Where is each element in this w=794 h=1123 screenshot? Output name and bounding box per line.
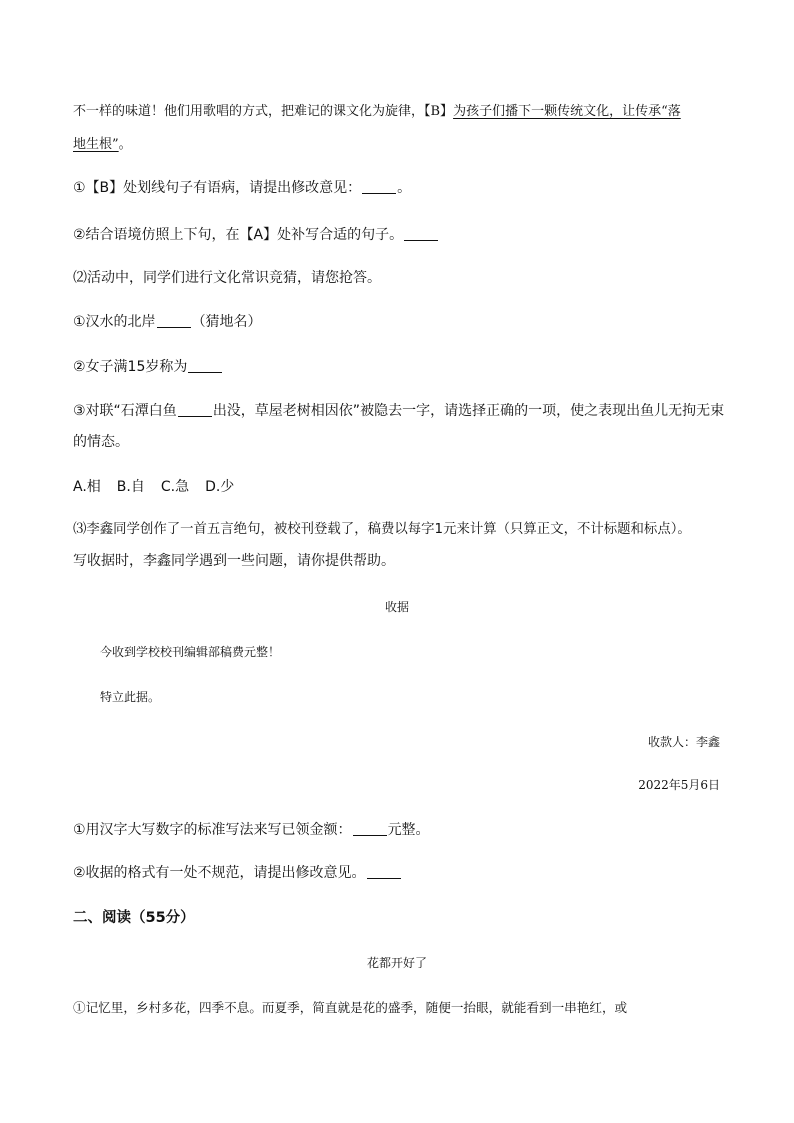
receipt-body: 今收到学校校刊编辑部稿费元整！ — [100, 645, 281, 659]
article-title: 花都开好了 — [366, 956, 427, 970]
question-2-3-end — [73, 432, 129, 452]
question-text: ②收据的格式有一处不规范，请提出修改意见。 — [73, 865, 366, 881]
question-text-end: 元整。 — [387, 822, 430, 838]
answer-blank[interactable] — [188, 358, 222, 373]
question-3 — [73, 520, 691, 540]
period: 。 — [118, 137, 132, 152]
question-2-1 — [73, 312, 262, 332]
answer-blank[interactable] — [353, 821, 387, 836]
question-3-cont — [73, 551, 395, 571]
question-text-cont: 出没，草屋老树相因依”被隐去一字，请选择正确的一项，使之表现出鱼儿无拘无束 — [212, 403, 725, 419]
passage-line-2 — [73, 135, 132, 155]
underlined-sentence-b-end: 地生根” — [73, 137, 119, 152]
choice-options — [73, 477, 250, 497]
question-text: ③对联“石潭白鱼 — [73, 403, 177, 419]
question-text: ①【B】处划线句子有语病，请提出修改意见： — [73, 180, 362, 196]
question-text-end: 。 — [397, 180, 412, 196]
receipt-title: 收据 — [384, 600, 409, 614]
section-heading: 二、阅读（55分） — [73, 910, 195, 926]
option-b[interactable]: B.自 — [116, 479, 145, 495]
question-3-2 — [73, 863, 402, 883]
answer-blank[interactable] — [157, 313, 191, 328]
answer-blank[interactable] — [178, 402, 212, 417]
question-text: ①汉水的北岸 — [73, 314, 156, 330]
question-hint: （猜地名） — [191, 314, 262, 330]
question-2-2 — [73, 357, 223, 377]
option-a[interactable]: A.相 — [73, 479, 101, 495]
question-text: ①用汉字大写数字的标准写法来写已领金额： — [73, 822, 352, 838]
answer-blank[interactable] — [404, 226, 438, 241]
question-text: ⑵活动中，同学们进行文化常识竞猜，请您抢答。 — [73, 270, 381, 286]
question-1-1 — [73, 178, 411, 198]
option-d[interactable]: D.少 — [205, 479, 235, 495]
answer-blank[interactable] — [362, 179, 396, 194]
receipt-signer: 收款人：李鑫 — [647, 735, 720, 749]
question-text: ②结合语境仿照上下句，在【A】处补写合适的句子。 — [73, 227, 404, 243]
answer-blank[interactable] — [367, 864, 401, 879]
receipt-date: 2022年5月6日 — [638, 778, 720, 792]
option-c[interactable]: C.急 — [160, 479, 190, 495]
passage-text: 不一样的味道！他们用歌唱的方式，把难记的课文化为旋律，【B】 — [73, 104, 454, 119]
question-text: 的情态。 — [73, 434, 129, 450]
question-text: 写收据时，李鑫同学遇到一些问题，请你提供帮助。 — [73, 553, 395, 569]
question-2 — [73, 268, 381, 288]
question-text: ⑶李鑫同学创作了一首五言绝句，被校刊登载了，稿费以每字1元来计算（只算正文，不计标题和标点）。 — [73, 522, 691, 537]
question-3-1 — [73, 820, 430, 840]
receipt-note: 特立此据。 — [100, 690, 161, 704]
passage-line-1 — [73, 102, 681, 122]
article-paragraph-1: ①记忆里，乡村多花，四季不息。而夏季，简直就是花的盛季，随便一抬眼，就能看到一串艳红，或 — [73, 1000, 628, 1015]
question-2-3 — [73, 401, 724, 421]
underlined-sentence-b: 为孩子们播下一颗传统文化，让传承“落 — [453, 104, 681, 119]
question-text: ②女子满15岁称为 — [73, 359, 188, 375]
question-1-2 — [73, 225, 439, 245]
